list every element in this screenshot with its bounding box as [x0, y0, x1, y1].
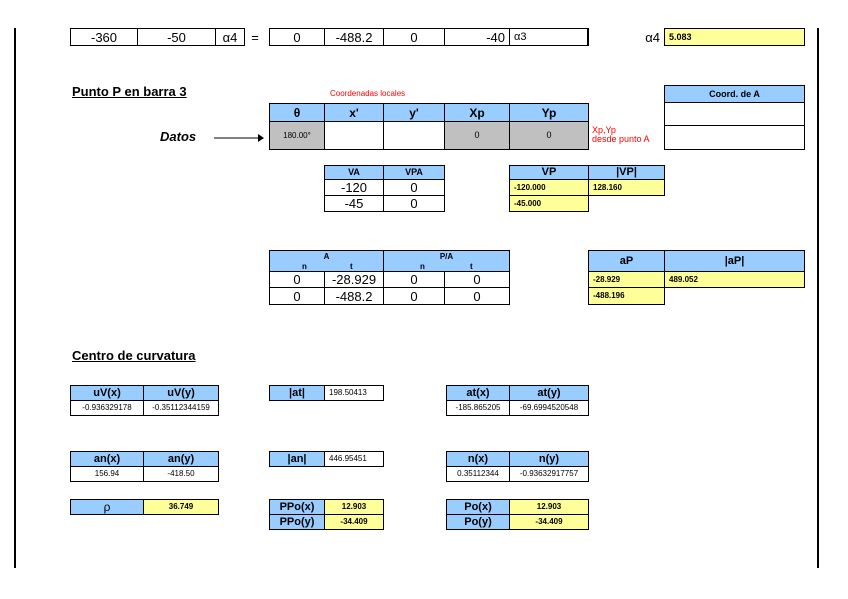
at-abs-value[interactable]: 198.50413 [324, 385, 384, 401]
xpyp-note-line2: desde punto A [592, 134, 650, 144]
header-a-label: A [323, 252, 330, 261]
ppox-label: PPo(x) [269, 499, 325, 515]
header-a[interactable] [269, 250, 384, 272]
ap-value-2[interactable]: -488.196 [588, 287, 665, 305]
xpyp-note-line1: Xp,Yp [592, 125, 616, 135]
uvx-value[interactable]: -0.936329178 [70, 400, 144, 416]
accel-a-t-2[interactable]: -488.2 [324, 287, 384, 305]
top-cell-4[interactable]: 0 [269, 28, 325, 46]
left-border-line [14, 28, 16, 568]
vp-abs-value[interactable]: 128.160 [588, 179, 665, 196]
xpyp-note [592, 126, 650, 144]
rho-label: ρ [70, 499, 144, 515]
top-cell-1[interactable]: -360 [70, 28, 138, 46]
header-uvx[interactable]: uV(x) [70, 385, 144, 401]
coord-a-value-2[interactable] [664, 125, 805, 150]
y-prime-value[interactable] [383, 121, 445, 150]
coord-a-header[interactable]: Coord. de A [664, 85, 805, 103]
accel-a-n-2[interactable]: 0 [269, 287, 325, 305]
accel-a-t-1[interactable]: -28.929 [324, 271, 384, 288]
header-pa[interactable] [383, 250, 510, 272]
header-aty[interactable]: at(y) [509, 385, 589, 401]
pox-label: Po(x) [446, 499, 510, 515]
alpha4-value[interactable]: 5.083 [664, 28, 805, 46]
coord-local-label: Coordenadas locales [330, 89, 406, 98]
accel-a-n-1[interactable]: 0 [269, 271, 325, 288]
poy-label: Po(y) [446, 514, 510, 530]
header-a-t: t [350, 262, 353, 271]
xp-value[interactable]: 0 [444, 121, 510, 150]
header-vpa[interactable]: VPA [383, 165, 445, 180]
arrow-right-icon [214, 131, 264, 145]
header-x-prime[interactable]: x' [324, 103, 384, 122]
header-y-prime[interactable]: y' [383, 103, 445, 122]
atx-value[interactable]: -185.865205 [446, 400, 510, 416]
header-vp[interactable]: VP [509, 165, 589, 180]
an-abs-value[interactable]: 446.95451 [324, 451, 384, 467]
header-pa-t: t [470, 262, 473, 271]
accel-pa-t-1[interactable]: 0 [444, 271, 510, 288]
datos-label: Datos [160, 129, 197, 144]
header-ny[interactable]: n(y) [509, 451, 589, 467]
vp-value-2[interactable]: -45.000 [509, 195, 589, 212]
header-anx[interactable]: an(x) [70, 451, 144, 467]
aty-value[interactable]: -69.6994520548 [509, 400, 589, 416]
ap-value-1[interactable]: -28.929 [588, 271, 665, 288]
at-abs-label: |at| [269, 385, 325, 401]
top-cell-2[interactable]: -50 [137, 28, 216, 46]
section-title-curvatura: Centro de curvatura [72, 348, 196, 363]
vpa-value-1[interactable]: 0 [383, 179, 445, 196]
header-pa-n: n [420, 262, 425, 271]
header-pa-label: P/A [439, 252, 454, 261]
header-ap-abs[interactable]: |aP| [664, 250, 805, 272]
header-nx[interactable]: n(x) [446, 451, 510, 467]
accel-pa-n-2[interactable]: 0 [383, 287, 445, 305]
accel-pa-n-1[interactable]: 0 [383, 271, 445, 288]
ppoy-label: PPo(y) [269, 514, 325, 530]
vpa-value-2[interactable]: 0 [383, 195, 445, 212]
header-xp[interactable]: Xp [444, 103, 510, 122]
x-prime-value[interactable] [324, 121, 384, 150]
poy-value[interactable]: -34.409 [509, 514, 589, 530]
top-cell-5[interactable]: -488.2 [324, 28, 384, 46]
ppoy-value[interactable]: -34.409 [324, 514, 384, 530]
header-va[interactable]: VA [324, 165, 384, 180]
rho-value[interactable]: 36.749 [143, 499, 219, 515]
any-value[interactable]: -418.50 [143, 466, 219, 482]
header-vp-abs[interactable]: |VP| [588, 165, 665, 180]
theta-value[interactable]: 180.00° [269, 121, 325, 150]
header-uvy[interactable]: uV(y) [143, 385, 219, 401]
va-value-1[interactable]: -120 [324, 179, 384, 196]
ppox-value[interactable]: 12.903 [324, 499, 384, 515]
pox-value[interactable]: 12.903 [509, 499, 589, 515]
header-atx[interactable]: at(x) [446, 385, 510, 401]
top-cell-alpha3[interactable]: α3 [509, 28, 589, 46]
alpha4-label: α4 [645, 29, 660, 45]
header-ap[interactable]: aP [588, 250, 665, 272]
coord-a-value-1[interactable] [664, 102, 805, 126]
accel-pa-t-2[interactable]: 0 [444, 287, 510, 305]
top-cell-6[interactable]: 0 [383, 28, 445, 46]
header-theta[interactable]: θ [269, 103, 325, 122]
yp-value[interactable]: 0 [509, 121, 589, 150]
an-abs-label: |an| [269, 451, 325, 467]
equals-sign: = [251, 29, 259, 45]
header-yp[interactable]: Yp [509, 103, 589, 122]
uvy-value[interactable]: -0.35112344159 [143, 400, 219, 416]
ny-value[interactable]: -0.93632917757 [509, 466, 589, 482]
vp-value-1[interactable]: -120.000 [509, 179, 589, 196]
va-value-2[interactable]: -45 [324, 195, 384, 212]
anx-value[interactable]: 156.94 [70, 466, 144, 482]
top-cell-alpha4[interactable]: α4 [215, 28, 245, 46]
top-cell-7[interactable]: -40 [444, 28, 510, 46]
section-title-punto-p: Punto P en barra 3 [72, 84, 187, 99]
ap-abs-value[interactable]: 489.052 [664, 271, 805, 288]
header-a-n: n [302, 262, 307, 271]
right-border-line [817, 28, 819, 568]
nx-value[interactable]: 0.35112344 [446, 466, 510, 482]
header-any[interactable]: an(y) [143, 451, 219, 467]
